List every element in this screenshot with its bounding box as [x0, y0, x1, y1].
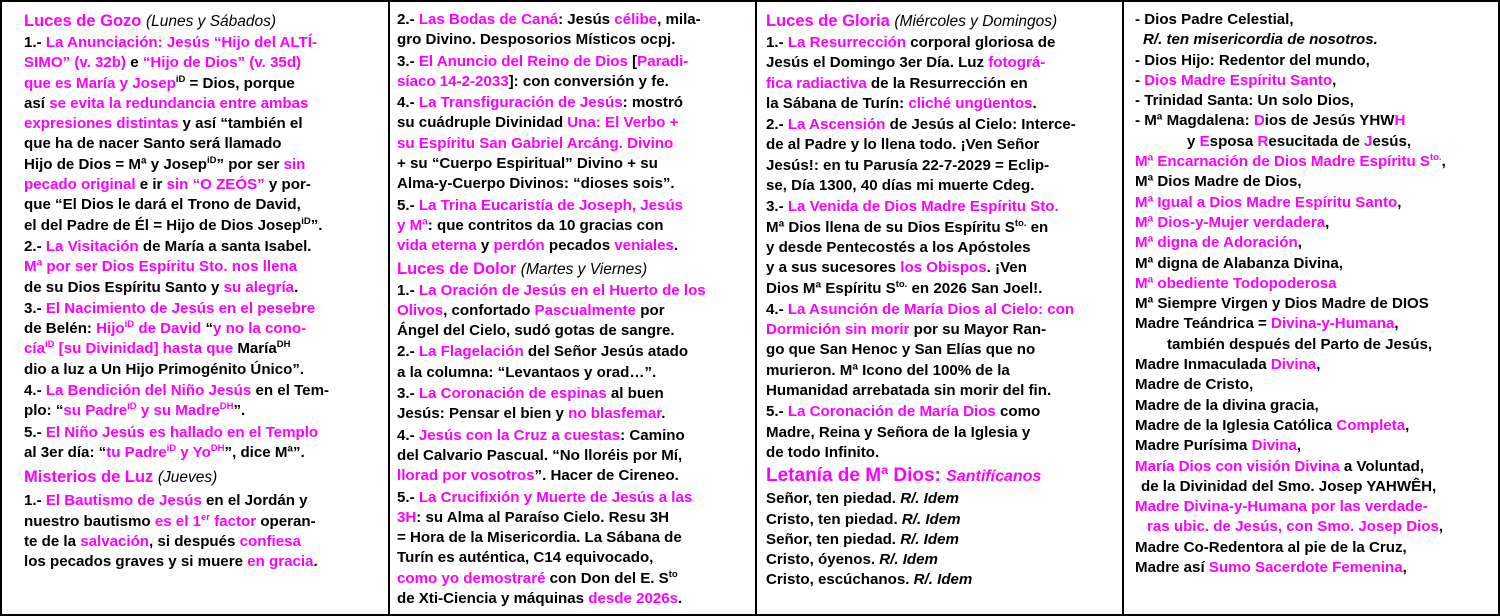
kyrie-line: Cristo, escúchanos. R/. Idem — [766, 571, 973, 589]
litany-line: - Dios Padre Celestial, — [1135, 11, 1294, 28]
mystery-bendicion: 4.- La Bendición del Niño Jesús en el Tem- plo: “su Padre$^{iD}$ y su Madre$^{DH}$”. — [24, 382, 330, 420]
litany-line: Mª digna de Alabanza Divina, — [1135, 254, 1343, 272]
litany-line: - Dios Hijo: Redentor del mundo, — [1135, 51, 1370, 69]
litany-line: Mª Encarnación de Dios Madre Espíritu $S^{to.}$, — [1135, 152, 1446, 171]
litany-line: Madre así Sumo Sacerdote Femenina, — [1135, 559, 1407, 577]
litany-line: Mª Igual a Dios Madre Espíritu Santo, — [1135, 193, 1402, 211]
column-3 — [766, 10, 1118, 616]
mystery-trina-eucaristia: 5.- La Trina Eucaristía de Joseph, Jesús y Mª: que contritos da 10 gracias con vida eterna y perdón pecados veniales. — [397, 196, 684, 255]
mystery-cruz-a-cuestas: 4.- Jesús con la Cruz a cuestas: Camino del Calvario Pascual. “No lloréis por Mí, llorad por vosotros”. Hacer de Cireneo. — [397, 426, 685, 485]
section-heading-luces-de-gloria: Luces de Gloria (Miércoles y Domingos) — [766, 12, 1058, 30]
mystery-oracion-huerto: 1.- La Oración de Jesús en el Huerto de los Olivos, confortado Pascualmente por Ángel del Cielo, sudó gotas de sangre. — [397, 281, 706, 340]
litany-line: Madre Purísima Divina, — [1135, 437, 1302, 455]
kyrie-list — [766, 489, 1118, 590]
litany-line: Mª Siempre Virgen y Dios Madre de DIOS — [1135, 295, 1429, 313]
mystery-visitacion: 2.- La Visitación de María a santa Isabel. Mª por ser Dios Espíritu Sto. nos llena de su Dios Espíritu Santo y su alegría. — [24, 237, 312, 296]
litany-line: Madre Inmaculada Divina, — [1135, 356, 1321, 374]
litany-response: R/. ten misericordia de nosotros. — [1143, 31, 1378, 49]
mystery-coronacion-espinas: 3.- La Coronación de espinas al buen Jesús: Pensar el bien y no blasfemar. — [397, 385, 666, 423]
section-heading-misterios-de-luz: Misterios de Luz (Jueves) — [24, 468, 218, 487]
litany-line: Madre Teándrica = Divina-y-Humana, — [1135, 315, 1399, 333]
litany-line: Mª obediente Todopoderosa — [1135, 274, 1337, 292]
column-divider — [1122, 0, 1124, 616]
litany-line: Madre de Cristo, — [1135, 376, 1254, 394]
mystery-resurreccion: 1.- La Resurrección corporal gloriosa de Jesús el Domingo 3er Día. Luz fotográ- fica radiactiva de la Resurrección en la Sábana de Turín: cliché ungüentos. — [766, 34, 1056, 112]
mystery-ascension: 2.- La Ascensión de Jesús al Cielo: Interce- de al Padre y lo llena todo. ¡Ven Señor Jesús!: en tu Parusía 22-7-2029 = Eclip- se, Día 1300, 40 días mi muerte Cdeg. — [766, 116, 1076, 195]
litany-line: - Trinidad Santa: Un solo Dios, — [1135, 92, 1354, 110]
section-heading-letania: Letanía de Mª Dios: Santifícanos — [766, 465, 1042, 487]
litany-line: de la Divinidad del Smo. Josep YAHWÊH, — [1141, 477, 1437, 495]
mystery-transfiguracion: 4.- La Transfiguración de Jesús: mostró su cuádruple Divinidad Una: El Verbo + su Espíritu San Gabriel Arcáng. Divino + su “Cuerpo Espiritual” Divino + su Alma-y-Cuerpo Divinos: “dioses sois”. — [397, 94, 684, 193]
kyrie-line: Cristo, óyenos. R/. Idem — [766, 551, 938, 569]
litany-line: - Mª Magdalena: Dios de Jesús YHWH — [1135, 112, 1406, 130]
column-1 — [24, 10, 384, 616]
mystery-venida-espiritu: 3.- La Venida de Dios Madre Espíritu Sto. Mª Dios llena de su Dios Espíritu $S^{to.}$ en y desde Pentecostés a los Apóstoles y a sus sucesores los Obispos. ¡Ven Dios Mª Espíritu $S^{to.}$ en 2026 San Joel!. — [766, 198, 1059, 297]
mystery-asuncion: 4.- La Asunción de María Dios al Cielo: con Dormición sin morir por su Mayor Ran- go que San Henoc y San Elías que no murieron. Mª Icono del 100% de la Humanidad arrebatada sin morir del fin. — [766, 300, 1075, 400]
litany-line: ras ubic. de Jesús, con Smo. Josep Dios, — [1147, 518, 1444, 536]
litany-line: Madre de la Iglesia Católica Completa, — [1135, 416, 1410, 434]
mystery-bodas-cana: 2.- Las Bodas de Caná: Jesús célibe, mila- gro Divino. Desposorios Místicos ocpj. — [397, 11, 701, 49]
kyrie-line: Señor, ten piedad. R/. Idem — [766, 490, 959, 508]
litany-line: Mª digna de Adoración, — [1135, 234, 1302, 252]
litany-line: Madre Divina-y-Humana por las verdade- — [1135, 498, 1428, 516]
litany-line: y Esposa Resucitada de Jesús, — [1187, 132, 1412, 150]
column-4 — [1135, 10, 1493, 616]
litany-line: - Dios Madre Espíritu Santo, — [1135, 71, 1337, 89]
litany-line: Mª Dios-y-Mujer verdadera, — [1135, 213, 1330, 231]
column-divider — [388, 0, 390, 616]
mystery-coronacion-maria: 5.- La Coronación de María Dios como Madre, Reina y Señora de la Iglesia y de todo Infinito. — [766, 403, 1041, 461]
mystery-nacimiento: 3.- El Nacimiento de Jesús en el pesebre de Belén: Hijo$^{iD}$ de David “y no la cono- cía$^{iD}$ [su Divinidad] hasta que María$^{DH}$ dio a luz a Un Hijo Primogénito Único”. — [24, 299, 316, 378]
mystery-flagelacion: 2.- La Flagelación del Señor Jesús atado a la columna: “Levantaos y orad…”. — [397, 343, 689, 381]
section-heading-luces-de-gozo: Luces de Gozo (Lunes y Sábados) — [24, 12, 277, 30]
mystery-anunciacion: 1.- La Anunciación: Jesús “Hijo del ALTÍ- SIMO” (v. 32b) e “Hijo de Dios” (v. 35d) que es María y Josep$^{iD}$ = Dios, porque así se evita la redundancia entre ambas expresiones distintas y así “también el que ha de nacer Santo será llamado Hijo de Dios = Mª y Josep$^{iD}$” por ser sin pecado original e ir sin “O ZEÓS” y por- que “El Dios le dará el Trono de David, el del Padre de Él = Hijo de Dios Josep$^{iD}$”. — [24, 34, 323, 234]
kyrie-line: Señor, ten piedad. R/. Idem — [766, 530, 959, 548]
litany-line: Madre de la divina gracia, — [1135, 396, 1319, 414]
litany-line: también después del Parto de Jesús, — [1167, 335, 1433, 353]
litany-line: Madre Co-Redentora al pie de la Cruz, — [1135, 538, 1407, 556]
mystery-bautismo: 1.- El Bautismo de Jesús en el Jordán y nuestro bautismo es el 1er factor operan- te de la salvación, si después confiesa los pecados graves y si muere en gracia. — [24, 492, 318, 571]
column-divider — [755, 0, 757, 616]
column-2 — [397, 10, 749, 616]
mystery-anuncio-reino: 3.- El Anuncio del Reino de Dios [Paradi- síaco 14-2-2033]: con conversión y fe. — [397, 52, 689, 90]
kyrie-line: Cristo, ten piedad. R/. Idem — [766, 510, 961, 528]
section-heading-luces-de-dolor: Luces de Dolor (Martes y Viernes) — [397, 259, 648, 278]
mystery-hallado-templo: 5.- El Niño Jesús es hallado en el Templo al 3er día: “tu Padre$^{iD}$ y $Yo^{DH}$”, dice Mª”. — [24, 423, 319, 461]
litany-line: Mª Dios Madre de Dios, — [1135, 173, 1302, 191]
litany-line: María Dios con visión Divina a Voluntad, — [1135, 457, 1425, 475]
litany-list — [1135, 10, 1493, 578]
mystery-crucifixion: 5.- La Crucifixión y Muerte de Jesús a las 3H: su Alma al Paraíso Cielo. Resu 3H = Hora de la Misericordia. La Sábana de Turín es auténtica, C14 equivocado, como yo demostraré con Don del E. $S^{to}$ de Xti-Ciencia y máquinas desde 2026s. — [397, 488, 693, 608]
